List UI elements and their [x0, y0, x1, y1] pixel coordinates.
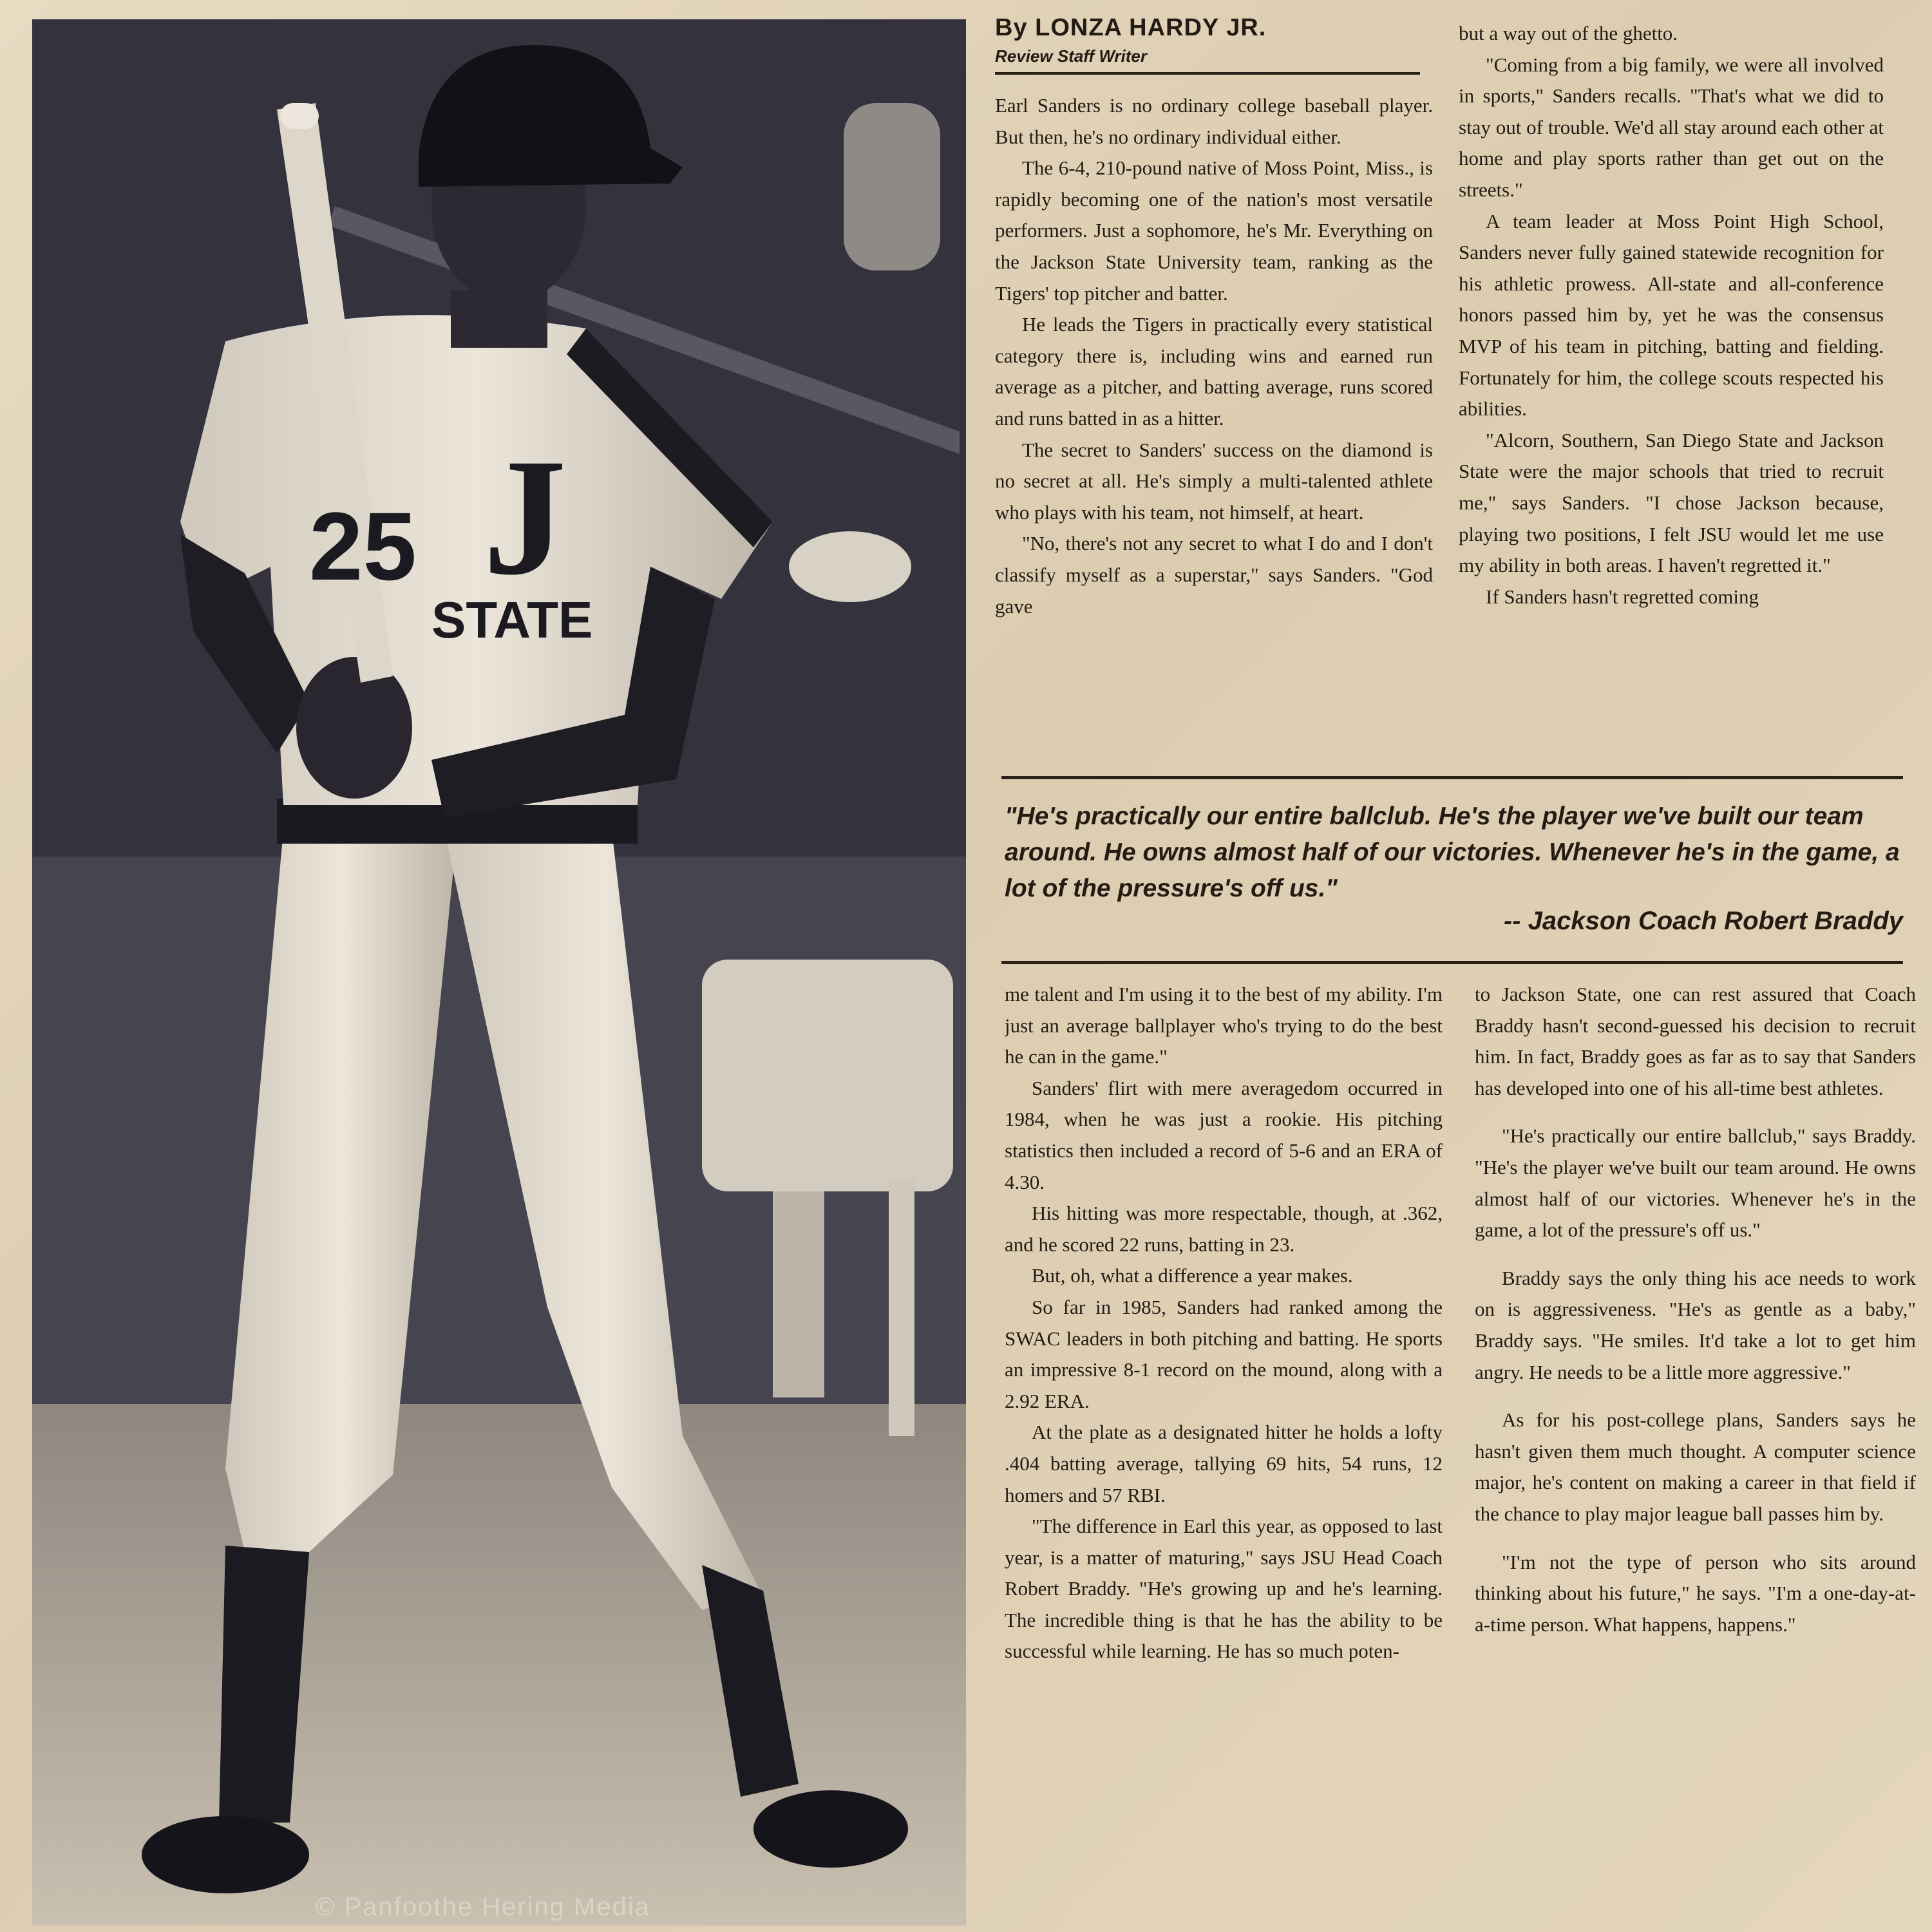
background-player-shape	[702, 960, 953, 1191]
column-1-paragraph: The 6-4, 210-pound native of Moss Point, Miss., is rapidly becoming one of the nation's most versatile performers. Just a sophomore, he's Mr. Everything on the Jackson State University team, ranking as the Tigers' top pitcher and batter.	[995, 156, 1433, 305]
pull-quote-bottom-rule	[1001, 961, 1903, 964]
jersey-word: STATE	[431, 591, 593, 649]
column-2-paragraph: but a way out of the ghetto.	[1459, 22, 1678, 44]
column-1-paragraph: Earl Sanders is no ordinary college baseball player. But then, he's no ordinary individual either.	[995, 94, 1433, 148]
column-1-paragraph: "No, there's not any secret to what I do and I don't classify myself as a superstar," says Sanders. "God gave	[995, 532, 1433, 618]
staff-title: Review Staff Writer	[995, 46, 1148, 66]
byline-rule	[995, 72, 1420, 75]
byline: By LONZA HARDY JR.	[995, 14, 1267, 41]
column-4-paragraph: "I'm not the type of person who sits around thinking about his future," he says. "I'm a one-day-at-a-time person. What happens, happens."	[1475, 1550, 1916, 1636]
column-2-paragraph: If Sanders hasn't regretted coming	[1486, 585, 1759, 608]
column-2-paragraph: A team leader at Moss Point High School, Sanders never fully gained statewide recognition for his athletic prowess. All-state and all-conference honors passed him by, yet he was the consensus MVP of his team in pitching, batting and fielding. Fortunately for him, the college scouts respected his abilities.	[1459, 209, 1884, 421]
column-1-paragraph: He leads the Tigers in practically every statistical category there is, including wins and earned run average as a pitcher, and batting average, runs scored and runs batted in as a hitter.	[995, 313, 1433, 430]
jersey-number: 25	[309, 492, 417, 600]
article-column-1	[995, 90, 1433, 770]
column-3-paragraph: So far in 1985, Sanders had ranked among the SWAC leaders in both pitching and batting. He sports an impressive 8-1 record on the mound, along with a 2.92 ERA.	[1005, 1295, 1443, 1412]
column-3-paragraph: His hitting was more respectable, though, at .362, and he scored 22 runs, batting in 23.	[1005, 1202, 1443, 1256]
column-2-paragraph: "Alcorn, Southern, San Diego State and Jackson State were the major schools that tried to recruit me," says Sanders. "I chose Jackson because, playing two positions, I felt JSU would let me use my ability in both areas. I haven't regretted it."	[1459, 428, 1884, 577]
column-3-paragraph: But, oh, what a difference a year makes.	[1032, 1264, 1353, 1287]
column-4-paragraph: "He's practically our entire ballclub," says Braddy. "He's the player we've built our team around. He owns almost half of our victories. Whenever he's in the game, a lot of the pressure's off us."	[1475, 1124, 1916, 1242]
column-3-paragraph: me talent and I'm using it to the best of my ability. I'm just an average ballplayer who's trying to do the best he can in the game."	[1005, 983, 1443, 1068]
pull-quote-attribution: -- Jackson Coach Robert Braddy	[1503, 907, 1903, 935]
article-column-2	[1459, 18, 1884, 772]
column-2-paragraph: "Coming from a big family, we were all involved in sports," Sanders recalls. "That's what we did to stay out of trouble. We'd all stay around each other at home and play sports rather than get out on the streets."	[1459, 53, 1884, 201]
column-3-paragraph: At the plate as a designated hitter he holds a lofty .404 batting average, tallying 69 hits, 54 runs, 12 homers and 57 RBI.	[1005, 1421, 1443, 1506]
column-3-paragraph: "The difference in Earl this year, as opposed to last year, is a matter of maturing," says JSU Head Coach Robert Braddy. "He's growing up and he's learning. The incredible thing is that he has the ability to be successful while learning. He has so much poten-	[1005, 1515, 1443, 1663]
pull-quote: "He's practically our entire ballclub. He's the player we've built our team around. He owns almost half of our victories. Whenever he's in the game, a lot of the pressure's off us."	[1005, 802, 1900, 902]
photo-credit-watermark: © Panfoothe Hering Media	[316, 1893, 650, 1921]
column-4-paragraph: to Jackson State, one can rest assured that Coach Braddy hasn't second-guessed his decision to recruit him. In fact, Braddy goes as far as to say that Sanders has developed into one of his all-time best athletes.	[1475, 983, 1916, 1099]
pull-quote-top-rule	[1001, 776, 1903, 779]
background-helmet-shape	[789, 531, 911, 602]
column-4-paragraph: Braddy says the only thing his ace needs to work on is aggressiveness. "He's as gentle as a baby," Braddy says. "He smiles. It'd take a lot to get him angry. He needs to be a little more aggressive."	[1475, 1266, 1916, 1383]
column-3-paragraph: Sanders' flirt with mere averagedom occurred in 1984, when he was just a rookie. His pitching statistics then included a record of 5-6 and an ERA of 4.30.	[1005, 1076, 1443, 1193]
column-1-paragraph: The secret to Sanders' success on the diamond is no secret at all. He's simply a multi-talented athlete who plays with his team, not himself, at heart.	[995, 438, 1433, 524]
photo-illustration	[32, 19, 966, 1926]
baseball-player-photo	[32, 19, 966, 1926]
article-column-4	[1475, 979, 1916, 1926]
article-column-3	[1005, 979, 1443, 1926]
column-4-paragraph: As for his post-college plans, Sanders says he hasn't given them much thought. A computer science major, he's content on making a career in that field if the chance to play major league ball passes him by.	[1475, 1408, 1916, 1525]
jersey-letter: J	[483, 424, 567, 610]
